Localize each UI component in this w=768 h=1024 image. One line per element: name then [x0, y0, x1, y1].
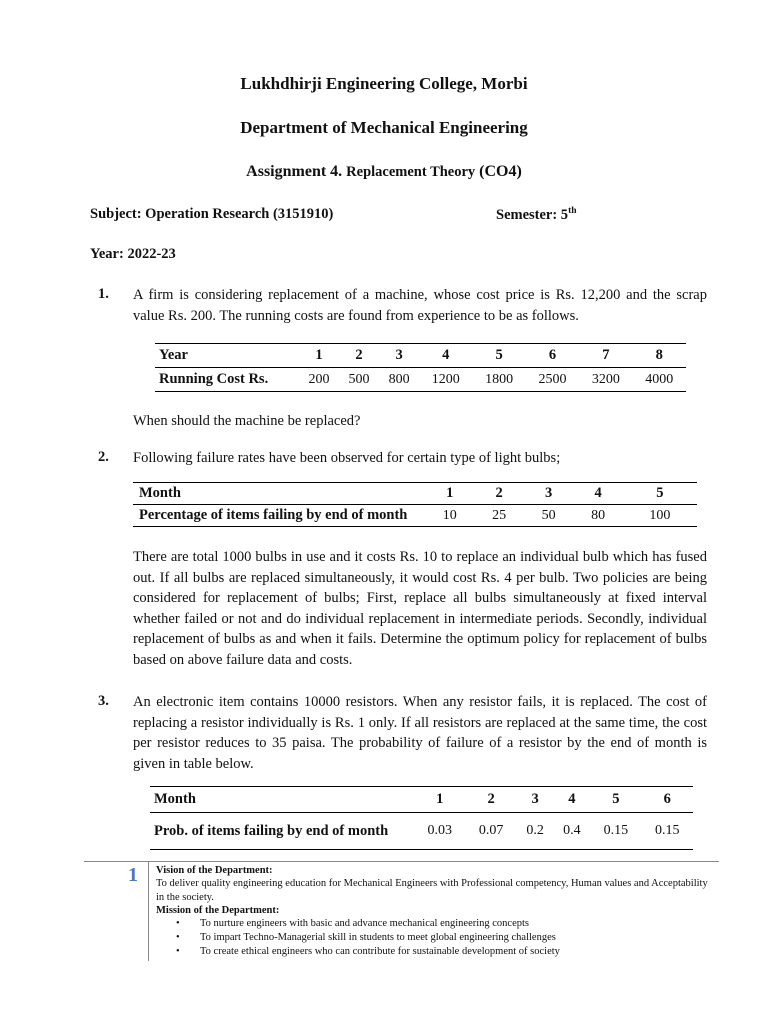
- mission-list: [156, 917, 560, 959]
- page-number: 1: [128, 864, 138, 886]
- column-header: 5: [472, 344, 525, 368]
- row-label: Prob. of items failing by end of month: [150, 813, 414, 850]
- column-header: 3: [379, 344, 419, 368]
- semester-sup: th: [568, 206, 577, 216]
- table-cell: 4000: [633, 368, 686, 392]
- question-3-table: [150, 786, 693, 850]
- bullet-icon: •: [176, 946, 180, 957]
- table-cell: 200: [299, 368, 339, 392]
- mission-item-text: To impart Techno-Managerial skill in students to meet global engineering challenges: [200, 932, 556, 943]
- table-cell: 0.03: [414, 813, 465, 850]
- semester-label: Semester: 5: [496, 206, 569, 223]
- column-header: 1: [299, 344, 339, 368]
- table-cell: 0.15: [642, 813, 693, 850]
- column-header: 4: [573, 483, 622, 505]
- column-header: 1: [425, 483, 474, 505]
- table-cell: 800: [379, 368, 419, 392]
- question-3-number: 3.: [98, 693, 109, 709]
- assignment-prefix: Assignment 4.: [246, 163, 343, 180]
- question-1-table: [155, 343, 686, 392]
- question-1-number: 1.: [98, 286, 109, 302]
- vision-heading: Vision of the Department:: [156, 865, 273, 876]
- column-header: 4: [553, 787, 590, 813]
- column-header: 8: [633, 344, 686, 368]
- row-label: Percentage of items failing by end of month: [133, 505, 425, 527]
- vision-text: To deliver quality engineering education for Mechanical Engineers with Professional competency, Human values and Acceptability in the society.: [156, 878, 708, 903]
- column-header: 1: [414, 787, 465, 813]
- table-cell: 0.4: [553, 813, 590, 850]
- column-header: 5: [590, 787, 641, 813]
- table-cell: 1800: [472, 368, 525, 392]
- year-line: Year: 2022-23: [90, 246, 176, 262]
- question-3-text: An electronic item contains 10000 resistors. When any resistor fails, it is replaced. The cost of replacing a resistor individually is Rs. 1 only. If all resistors are replaced at the same time, the cost per resistor reduces to 35 paisa. The probability of failure of a resistor by the end of month is given in table below.: [133, 694, 707, 772]
- list-item: [156, 945, 560, 959]
- row-label: Year: [155, 344, 299, 368]
- table-cell: 80: [573, 505, 622, 527]
- table-row: [155, 368, 686, 392]
- question-2-followup: There are total 1000 bulbs in use and it costs Rs. 10 to replace an individual bulb which has fused out. If all bulbs are replaced simultaneously, it would cost Rs. 4 per bulb. Two policies are being considered for replacement of bulbs; First, replace all bulbs simultaneously at fixed interval whether failed or not and do individual replacement in intermediate periods. Secondly, individual replacement of bulbs as and when it fails. Determine the optimum policy for replacement of bulbs based on above failure data and costs.: [133, 549, 707, 668]
- table-cell: 0.2: [517, 813, 554, 850]
- table-cell: 1200: [419, 368, 472, 392]
- column-header: 2: [474, 483, 523, 505]
- column-header: 2: [465, 787, 516, 813]
- bullet-icon: •: [176, 918, 180, 929]
- table-cell: 2500: [526, 368, 579, 392]
- department-name: Department of Mechanical Engineering: [240, 118, 528, 137]
- column-header: 2: [339, 344, 379, 368]
- column-header: 6: [526, 344, 579, 368]
- footer-divider: [84, 861, 719, 862]
- assignment-title: [0, 163, 768, 181]
- table-row: [150, 787, 693, 813]
- column-header: 5: [623, 483, 697, 505]
- question-2-number: 2.: [98, 449, 109, 465]
- table-cell: 25: [474, 505, 523, 527]
- semester-line: [496, 206, 577, 224]
- question-1-followup: When should the machine be replaced?: [133, 413, 361, 429]
- column-header: 7: [579, 344, 632, 368]
- table-cell: 0.15: [590, 813, 641, 850]
- column-header: 4: [419, 344, 472, 368]
- table-row: [150, 813, 693, 850]
- assignment-topic: Replacement Theory: [346, 164, 476, 180]
- table-cell: 10: [425, 505, 474, 527]
- table-cell: 500: [339, 368, 379, 392]
- table-cell: 3200: [579, 368, 632, 392]
- column-header: 3: [517, 787, 554, 813]
- row-label: Month: [133, 483, 425, 505]
- column-header: 6: [642, 787, 693, 813]
- bullet-icon: •: [176, 932, 180, 943]
- mission-item-text: To create ethical engineers who can contribute for sustainable development of society: [200, 946, 560, 957]
- table-row: [133, 505, 697, 527]
- table-row: [155, 344, 686, 368]
- mission-heading: Mission of the Department:: [156, 905, 280, 916]
- assignment-co: (CO4): [479, 163, 522, 180]
- question-2-text: Following failure rates have been observed for certain type of light bulbs;: [133, 450, 561, 466]
- table-row: [133, 483, 697, 505]
- table-cell: 100: [623, 505, 697, 527]
- row-label: Running Cost Rs.: [155, 368, 299, 392]
- college-name: Lukhdhirji Engineering College, Morbi: [240, 74, 528, 93]
- table-cell: 0.07: [465, 813, 516, 850]
- mission-item-text: To nurture engineers with basic and advance mechanical engineering concepts: [200, 918, 530, 929]
- question-2-table: [133, 482, 697, 527]
- table-cell: 50: [524, 505, 573, 527]
- list-item: [156, 917, 560, 931]
- question-1-text: A firm is considering replacement of a machine, whose cost price is Rs. 12,200 and the scrap value Rs. 200. The running costs are found from experience to be as follows.: [133, 287, 707, 324]
- column-header: 3: [524, 483, 573, 505]
- footer-vertical-divider: [148, 861, 149, 961]
- subject-line: Subject: Operation Research (3151910): [90, 206, 334, 222]
- row-label: Month: [150, 787, 414, 813]
- list-item: [156, 931, 560, 945]
